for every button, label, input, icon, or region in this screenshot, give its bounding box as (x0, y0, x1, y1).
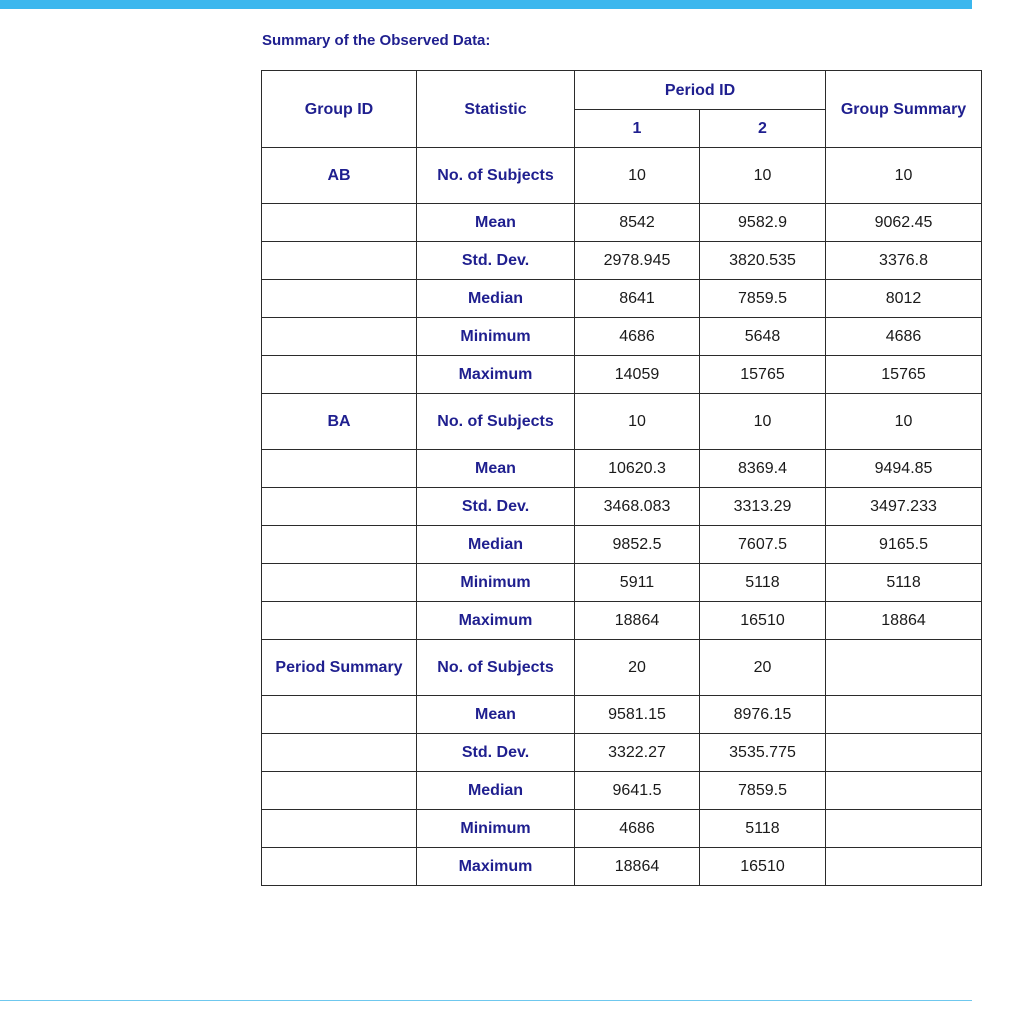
group-summary-cell: 3497.233 (826, 488, 982, 526)
period-2-cell: 5648 (700, 318, 826, 356)
period-1-cell: 5911 (575, 564, 700, 602)
period-1-cell: 9641.5 (575, 772, 700, 810)
group-cell (262, 488, 417, 526)
table-row (262, 148, 982, 204)
period-2-cell: 8976.15 (700, 696, 826, 734)
period-1-cell: 20 (575, 640, 700, 696)
group-cell (262, 280, 417, 318)
group-summary-cell (826, 696, 982, 734)
statistic-cell: Std. Dev. (417, 488, 575, 526)
group-cell (262, 696, 417, 734)
period-1-cell: 10620.3 (575, 450, 700, 488)
group-summary-cell: 8012 (826, 280, 982, 318)
group-summary-cell: 9494.85 (826, 450, 982, 488)
group-summary-cell: 4686 (826, 318, 982, 356)
period-1-cell: 2978.945 (575, 242, 700, 280)
table-row (262, 734, 982, 772)
period-2-cell: 7607.5 (700, 526, 826, 564)
bottom-divider (0, 1000, 972, 1001)
period-1-cell: 9852.5 (575, 526, 700, 564)
table-body (262, 148, 982, 886)
statistic-cell: No. of Subjects (417, 640, 575, 696)
group-cell (262, 772, 417, 810)
period-1-cell: 18864 (575, 848, 700, 886)
statistic-cell: Minimum (417, 318, 575, 356)
group-summary-cell: 9062.45 (826, 204, 982, 242)
group-cell (262, 242, 417, 280)
period-2-cell: 7859.5 (700, 772, 826, 810)
period-2-cell: 20 (700, 640, 826, 696)
period-2-cell: 16510 (700, 848, 826, 886)
period-2-cell: 5118 (700, 810, 826, 848)
period-1-cell: 10 (575, 148, 700, 204)
table-row (262, 488, 982, 526)
statistic-cell: Mean (417, 696, 575, 734)
group-cell: Period Summary (262, 640, 417, 696)
group-summary-cell (826, 734, 982, 772)
header-row-1 (262, 71, 982, 110)
group-cell (262, 848, 417, 886)
period-1-cell: 10 (575, 394, 700, 450)
period-1-cell: 3468.083 (575, 488, 700, 526)
statistic-cell: Mean (417, 204, 575, 242)
group-cell (262, 356, 417, 394)
group-cell (262, 602, 417, 640)
statistic-cell: No. of Subjects (417, 394, 575, 450)
group-summary-cell: 5118 (826, 564, 982, 602)
statistic-cell: Maximum (417, 848, 575, 886)
header-group-summary: Group Summary (826, 71, 982, 148)
period-2-cell: 16510 (700, 602, 826, 640)
group-cell (262, 526, 417, 564)
table-row (262, 810, 982, 848)
group-summary-cell (826, 810, 982, 848)
group-summary-cell: 18864 (826, 602, 982, 640)
group-summary-cell: 10 (826, 148, 982, 204)
table-row (262, 204, 982, 242)
table-row (262, 318, 982, 356)
period-2-cell: 7859.5 (700, 280, 826, 318)
group-summary-cell: 3376.8 (826, 242, 982, 280)
group-cell: BA (262, 394, 417, 450)
group-cell (262, 564, 417, 602)
table-row (262, 526, 982, 564)
period-1-cell: 8542 (575, 204, 700, 242)
table-row (262, 696, 982, 734)
period-1-cell: 14059 (575, 356, 700, 394)
group-summary-cell: 10 (826, 394, 982, 450)
group-cell (262, 734, 417, 772)
header-statistic: Statistic (417, 71, 575, 148)
group-cell (262, 450, 417, 488)
group-summary-cell (826, 640, 982, 696)
statistic-cell: Minimum (417, 564, 575, 602)
group-cell: AB (262, 148, 417, 204)
period-2-cell: 5118 (700, 564, 826, 602)
statistic-cell: No. of Subjects (417, 148, 575, 204)
period-2-cell: 3820.535 (700, 242, 826, 280)
period-2-cell: 9582.9 (700, 204, 826, 242)
statistic-cell: Median (417, 280, 575, 318)
table-row (262, 772, 982, 810)
table-row (262, 640, 982, 696)
table-row (262, 450, 982, 488)
period-1-cell: 4686 (575, 318, 700, 356)
group-cell (262, 318, 417, 356)
statistic-cell: Maximum (417, 602, 575, 640)
period-1-cell: 9581.15 (575, 696, 700, 734)
statistic-cell: Median (417, 772, 575, 810)
table-row (262, 602, 982, 640)
header-period-id: Period ID (575, 71, 826, 110)
period-1-cell: 18864 (575, 602, 700, 640)
summary-table (261, 70, 982, 886)
header-period-1: 1 (575, 110, 700, 148)
group-cell (262, 810, 417, 848)
period-1-cell: 8641 (575, 280, 700, 318)
period-2-cell: 3313.29 (700, 488, 826, 526)
group-cell (262, 204, 417, 242)
statistic-cell: Std. Dev. (417, 734, 575, 772)
statistic-cell: Mean (417, 450, 575, 488)
top-accent-bar (0, 0, 972, 9)
period-1-cell: 4686 (575, 810, 700, 848)
period-2-cell: 15765 (700, 356, 826, 394)
table-row (262, 848, 982, 886)
statistic-cell: Maximum (417, 356, 575, 394)
statistic-cell: Median (417, 526, 575, 564)
period-2-cell: 8369.4 (700, 450, 826, 488)
header-group-id: Group ID (262, 71, 417, 148)
period-1-cell: 3322.27 (575, 734, 700, 772)
group-summary-cell (826, 772, 982, 810)
group-summary-cell: 9165.5 (826, 526, 982, 564)
period-2-cell: 3535.775 (700, 734, 826, 772)
table-row (262, 394, 982, 450)
page-title: Summary of the Observed Data: (262, 32, 491, 49)
table-row (262, 280, 982, 318)
statistic-cell: Std. Dev. (417, 242, 575, 280)
period-2-cell: 10 (700, 394, 826, 450)
statistic-cell: Minimum (417, 810, 575, 848)
table-row (262, 564, 982, 602)
table-row (262, 242, 982, 280)
period-2-cell: 10 (700, 148, 826, 204)
table-row (262, 356, 982, 394)
group-summary-cell: 15765 (826, 356, 982, 394)
header-period-2: 2 (700, 110, 826, 148)
group-summary-cell (826, 848, 982, 886)
